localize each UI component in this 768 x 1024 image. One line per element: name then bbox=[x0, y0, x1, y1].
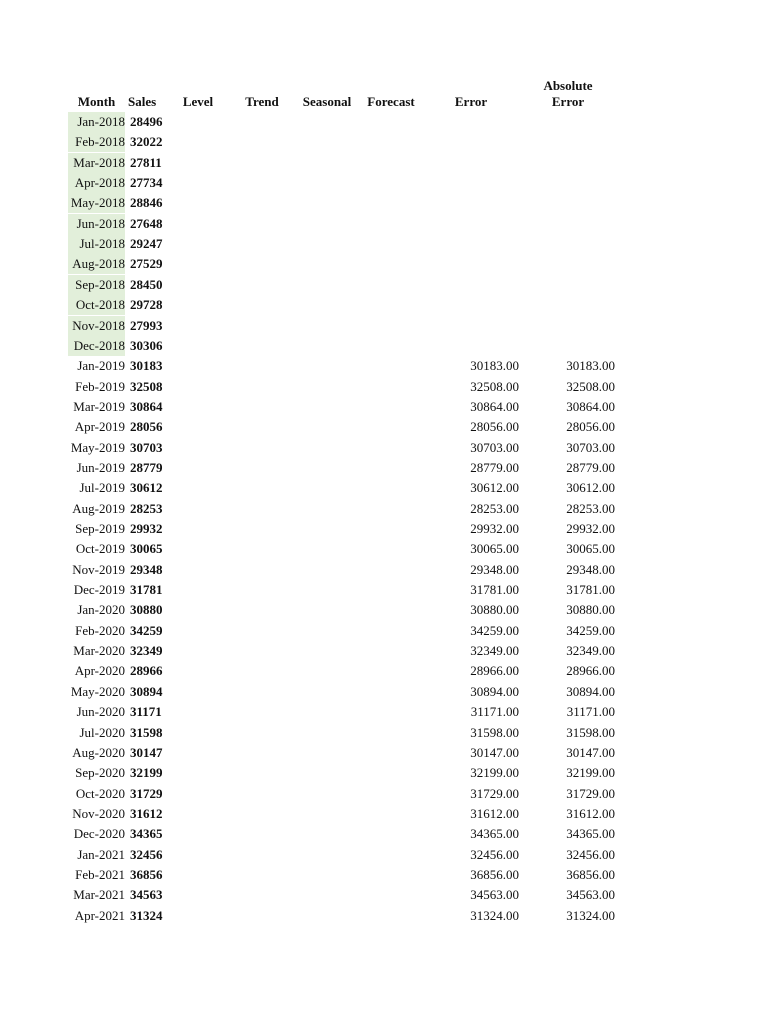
cell-absolute-error[interactable]: 34563.00 bbox=[566, 887, 615, 903]
cell-error[interactable]: 30183.00 bbox=[470, 358, 519, 374]
cell-error[interactable]: 31324.00 bbox=[470, 907, 519, 923]
cell-month[interactable]: Jun-2019 bbox=[76, 459, 125, 475]
cell-sales[interactable]: 32508 bbox=[130, 378, 163, 394]
table-row bbox=[0, 723, 768, 743]
cell-sales[interactable]: 29932 bbox=[130, 521, 163, 536]
table-row bbox=[0, 621, 768, 641]
cell-error[interactable] bbox=[440, 234, 519, 254]
cell-sales[interactable]: 29247 bbox=[130, 236, 163, 252]
cell-sales[interactable]: 32022 bbox=[130, 134, 163, 150]
cell-error[interactable]: 28966.00 bbox=[470, 663, 519, 679]
header-forecast[interactable]: Forecast bbox=[367, 94, 415, 109]
cell-month[interactable]: Sep-2020 bbox=[75, 765, 125, 781]
cell-month[interactable]: Oct-2020 bbox=[75, 785, 125, 801]
table-row bbox=[0, 560, 768, 580]
cell-absolute-error[interactable] bbox=[535, 193, 615, 213]
table-row bbox=[0, 885, 768, 905]
cell-month[interactable]: Aug-2020 bbox=[72, 744, 125, 760]
table-row bbox=[0, 316, 768, 336]
cell-month[interactable]: Jan-2018 bbox=[68, 112, 125, 132]
table-row bbox=[0, 254, 768, 274]
cell-error[interactable]: 32199.00 bbox=[470, 765, 519, 781]
cell-sales[interactable]: 31324 bbox=[130, 907, 163, 923]
cell-absolute-error[interactable]: 34365.00 bbox=[566, 826, 615, 842]
cell-absolute-error[interactable]: 30894.00 bbox=[566, 683, 615, 699]
cell-absolute-error[interactable] bbox=[535, 173, 615, 193]
cell-absolute-error[interactable]: 32199.00 bbox=[566, 765, 615, 781]
cell-absolute-error[interactable]: 28253.00 bbox=[566, 500, 615, 516]
cell-sales[interactable]: 29348 bbox=[130, 561, 163, 577]
cell-absolute-error[interactable]: 30703.00 bbox=[566, 439, 615, 455]
cell-sales[interactable]: 27993 bbox=[130, 317, 163, 333]
cell-error[interactable] bbox=[440, 173, 519, 193]
table-row bbox=[0, 214, 768, 234]
cell-absolute-error[interactable]: 30880.00 bbox=[566, 602, 615, 618]
cell-month[interactable]: Nov-2018 bbox=[68, 316, 125, 336]
cell-month[interactable]: Dec-2018 bbox=[68, 336, 125, 356]
cell-sales[interactable]: 29728 bbox=[130, 297, 163, 313]
cell-absolute-error[interactable] bbox=[535, 214, 615, 234]
table-row bbox=[0, 417, 768, 437]
cell-sales[interactable]: 31781 bbox=[130, 582, 163, 598]
table-row bbox=[0, 193, 768, 213]
cell-absolute-error[interactable]: 31598.00 bbox=[566, 724, 615, 740]
cell-month[interactable]: May-2018 bbox=[68, 193, 125, 213]
cell-absolute-error[interactable]: 30065.00 bbox=[566, 541, 615, 557]
cell-sales[interactable]: 30065 bbox=[130, 541, 163, 557]
cell-error[interactable]: 31171.00 bbox=[470, 704, 519, 720]
table-row bbox=[0, 519, 768, 539]
cell-absolute-error[interactable]: 28779.00 bbox=[566, 459, 615, 475]
cell-sales[interactable]: 28056 bbox=[130, 419, 163, 435]
cell-sales[interactable]: 34365 bbox=[130, 826, 163, 842]
cell-error[interactable]: 30065.00 bbox=[470, 541, 519, 557]
header-sales[interactable]: Sales bbox=[128, 94, 157, 109]
cell-error[interactable] bbox=[440, 316, 519, 336]
table-row bbox=[0, 824, 768, 844]
cell-error[interactable] bbox=[440, 193, 519, 213]
cell-month[interactable]: Feb-2018 bbox=[68, 132, 125, 152]
header-trend[interactable]: Trend bbox=[245, 94, 279, 109]
cell-error[interactable]: 28779.00 bbox=[470, 459, 519, 475]
header-absolute-error-line2: Error bbox=[551, 94, 585, 109]
cell-sales[interactable]: 30894 bbox=[130, 683, 163, 699]
cell-month[interactable]: Mar-2018 bbox=[68, 153, 125, 173]
cell-month[interactable]: Sep-2018 bbox=[68, 275, 125, 295]
table-row bbox=[0, 580, 768, 600]
cell-month[interactable]: Aug-2018 bbox=[68, 254, 125, 274]
cell-month[interactable]: Oct-2018 bbox=[68, 295, 125, 315]
cell-error[interactable]: 30612.00 bbox=[470, 480, 519, 496]
table-row bbox=[0, 295, 768, 315]
cell-sales[interactable]: 28846 bbox=[130, 195, 163, 211]
cell-error[interactable]: 30147.00 bbox=[470, 744, 519, 760]
cell-month[interactable]: Nov-2019 bbox=[72, 561, 125, 577]
cell-month[interactable]: Nov-2020 bbox=[72, 805, 125, 821]
cell-month[interactable]: Jul-2018 bbox=[68, 234, 125, 254]
cell-month[interactable]: Jun-2018 bbox=[68, 214, 125, 234]
cell-error[interactable]: 31729.00 bbox=[470, 785, 519, 801]
cell-error[interactable]: 34259.00 bbox=[470, 622, 519, 638]
cell-month[interactable]: Mar-2020 bbox=[73, 643, 125, 659]
cell-error[interactable]: 30894.00 bbox=[470, 683, 519, 699]
cell-sales[interactable]: 30183 bbox=[130, 358, 163, 374]
cell-absolute-error[interactable] bbox=[535, 275, 615, 295]
cell-sales[interactable]: 28966 bbox=[130, 663, 163, 679]
cell-month[interactable]: Mar-2019 bbox=[73, 398, 125, 414]
table-row bbox=[0, 499, 768, 519]
cell-month[interactable]: Apr-2021 bbox=[74, 907, 125, 923]
table-row bbox=[0, 600, 768, 620]
cell-absolute-error[interactable]: 36856.00 bbox=[566, 866, 615, 882]
cell-sales[interactable]: 32349 bbox=[130, 643, 163, 659]
cell-absolute-error[interactable]: 32456.00 bbox=[566, 846, 615, 862]
table-row bbox=[0, 438, 768, 458]
table-row bbox=[0, 336, 768, 356]
cell-error[interactable]: 28253.00 bbox=[470, 500, 519, 516]
cell-sales[interactable]: 30612 bbox=[130, 480, 163, 496]
table-row bbox=[0, 458, 768, 478]
table-row bbox=[0, 702, 768, 722]
cell-absolute-error[interactable] bbox=[535, 254, 615, 274]
table-row bbox=[0, 743, 768, 763]
cell-sales[interactable]: 30306 bbox=[130, 337, 163, 353]
cell-sales[interactable]: 28253 bbox=[130, 500, 163, 516]
cell-sales[interactable]: 34563 bbox=[130, 887, 163, 903]
cell-absolute-error[interactable]: 31324.00 bbox=[566, 907, 615, 923]
cell-month[interactable]: May-2019 bbox=[70, 439, 125, 455]
table-row bbox=[0, 865, 768, 885]
cell-month[interactable]: Dec-2019 bbox=[73, 582, 125, 598]
cell-month[interactable]: Apr-2020 bbox=[74, 663, 125, 679]
table-row bbox=[0, 132, 768, 152]
cell-error[interactable] bbox=[440, 275, 519, 295]
cell-error[interactable]: 32508.00 bbox=[470, 378, 519, 394]
cell-absolute-error[interactable]: 34259.00 bbox=[566, 622, 615, 638]
table-row bbox=[0, 356, 768, 376]
cell-sales[interactable]: 28779 bbox=[130, 459, 163, 475]
cell-error[interactable]: 30880.00 bbox=[470, 602, 519, 618]
cell-sales[interactable]: 27734 bbox=[130, 175, 163, 191]
table-row bbox=[0, 112, 768, 132]
cell-absolute-error[interactable]: 28966.00 bbox=[566, 663, 615, 679]
cell-error[interactable] bbox=[440, 112, 519, 132]
cell-month[interactable]: Apr-2019 bbox=[74, 419, 125, 435]
cell-absolute-error[interactable] bbox=[535, 112, 615, 132]
cell-absolute-error[interactable]: 31612.00 bbox=[566, 805, 615, 821]
header-level[interactable]: Level bbox=[182, 94, 214, 109]
cell-sales[interactable]: 34259 bbox=[130, 622, 163, 638]
cell-month[interactable]: Feb-2019 bbox=[75, 378, 125, 394]
cell-absolute-error[interactable]: 30864.00 bbox=[566, 398, 615, 414]
cell-sales[interactable]: 27529 bbox=[130, 256, 163, 272]
cell-error[interactable]: 31598.00 bbox=[470, 724, 519, 740]
cell-absolute-error[interactable] bbox=[535, 316, 615, 336]
cell-absolute-error[interactable] bbox=[535, 336, 615, 356]
header-seasonal[interactable]: Seasonal bbox=[302, 94, 352, 109]
cell-sales[interactable]: 31612 bbox=[130, 805, 163, 821]
cell-month[interactable]: Mar-2021 bbox=[73, 887, 125, 903]
cell-month[interactable]: Aug-2019 bbox=[72, 500, 125, 516]
header-absolute-error-line1: Absolute bbox=[543, 78, 593, 93]
table-row bbox=[0, 845, 768, 865]
table-row bbox=[0, 804, 768, 824]
cell-error[interactable] bbox=[440, 295, 519, 315]
cell-month[interactable]: Jun-2020 bbox=[76, 704, 125, 720]
cell-error[interactable]: 28056.00 bbox=[470, 419, 519, 435]
cell-absolute-error[interactable]: 28056.00 bbox=[566, 419, 615, 435]
cell-absolute-error[interactable] bbox=[535, 153, 615, 173]
cell-absolute-error[interactable]: 30612.00 bbox=[566, 480, 615, 496]
table-row bbox=[0, 478, 768, 498]
header-absolute-error[interactable] bbox=[530, 78, 606, 110]
cell-sales[interactable]: 30703 bbox=[130, 439, 163, 455]
cell-absolute-error[interactable]: 30147.00 bbox=[566, 744, 615, 760]
cell-sales[interactable]: 28496 bbox=[130, 114, 163, 129]
cell-error[interactable] bbox=[440, 336, 519, 356]
cell-absolute-error[interactable]: 31781.00 bbox=[566, 582, 615, 598]
cell-sales[interactable]: 27648 bbox=[130, 215, 163, 231]
cell-sales[interactable]: 27811 bbox=[130, 154, 162, 170]
cell-sales[interactable]: 28450 bbox=[130, 276, 163, 292]
table-row bbox=[0, 173, 768, 193]
table-row bbox=[0, 641, 768, 661]
cell-error[interactable] bbox=[440, 132, 519, 152]
table-row bbox=[0, 153, 768, 173]
cell-absolute-error[interactable]: 30183.00 bbox=[566, 358, 615, 374]
cell-month[interactable]: Jul-2019 bbox=[79, 480, 125, 496]
cell-error[interactable] bbox=[440, 214, 519, 234]
cell-sales[interactable]: 32199 bbox=[130, 765, 163, 781]
cell-error[interactable]: 34365.00 bbox=[470, 826, 519, 842]
cell-month[interactable]: May-2020 bbox=[70, 683, 125, 699]
cell-month[interactable]: Jan-2019 bbox=[77, 358, 125, 374]
table-row bbox=[0, 763, 768, 783]
cell-month[interactable]: Dec-2020 bbox=[73, 826, 125, 842]
table-row bbox=[0, 397, 768, 417]
cell-absolute-error[interactable]: 31729.00 bbox=[566, 785, 615, 801]
cell-absolute-error[interactable] bbox=[535, 234, 615, 254]
cell-error[interactable]: 32349.00 bbox=[470, 643, 519, 659]
cell-sales[interactable]: 30880 bbox=[130, 602, 163, 618]
table-row bbox=[0, 906, 768, 926]
table-row bbox=[0, 784, 768, 804]
header-month[interactable]: Month bbox=[77, 94, 116, 109]
cell-absolute-error[interactable]: 29932.00 bbox=[566, 521, 615, 536]
table-row bbox=[0, 682, 768, 702]
cell-error[interactable]: 30864.00 bbox=[470, 398, 519, 414]
cell-error[interactable]: 29932.00 bbox=[470, 521, 519, 536]
cell-month[interactable]: Apr-2018 bbox=[68, 173, 125, 193]
cell-absolute-error[interactable]: 32349.00 bbox=[566, 643, 615, 659]
cell-absolute-error[interactable] bbox=[535, 295, 615, 315]
cell-error[interactable]: 36856.00 bbox=[470, 866, 519, 882]
table-row bbox=[0, 377, 768, 397]
cell-error[interactable]: 30703.00 bbox=[470, 439, 519, 455]
cell-absolute-error[interactable]: 31171.00 bbox=[566, 704, 615, 720]
cell-sales[interactable]: 31729 bbox=[130, 785, 163, 801]
table-row bbox=[0, 234, 768, 254]
cell-error[interactable]: 29348.00 bbox=[470, 561, 519, 577]
cell-sales[interactable]: 30147 bbox=[130, 744, 163, 760]
table-row bbox=[0, 539, 768, 559]
cell-month[interactable]: Jan-2021 bbox=[77, 846, 125, 862]
cell-month[interactable]: Jul-2020 bbox=[79, 724, 125, 740]
cell-sales[interactable]: 30864 bbox=[130, 398, 163, 414]
cell-absolute-error[interactable]: 32508.00 bbox=[566, 378, 615, 394]
cell-error[interactable]: 31612.00 bbox=[470, 805, 519, 821]
cell-sales[interactable]: 31598 bbox=[130, 724, 163, 740]
cell-month[interactable]: Feb-2021 bbox=[75, 866, 125, 882]
cell-error[interactable] bbox=[440, 254, 519, 274]
cell-month[interactable]: Oct-2019 bbox=[75, 541, 125, 557]
cell-error[interactable]: 34563.00 bbox=[470, 887, 519, 903]
table-row bbox=[0, 275, 768, 295]
cell-error[interactable]: 32456.00 bbox=[470, 846, 519, 862]
cell-month[interactable]: Feb-2020 bbox=[75, 622, 125, 638]
cell-absolute-error[interactable] bbox=[535, 132, 615, 152]
table-row bbox=[0, 661, 768, 681]
cell-error[interactable] bbox=[440, 153, 519, 173]
cell-sales[interactable]: 31171 bbox=[130, 704, 162, 720]
cell-month[interactable]: Sep-2019 bbox=[75, 521, 125, 536]
header-error[interactable]: Error bbox=[454, 94, 488, 109]
cell-absolute-error[interactable]: 29348.00 bbox=[566, 561, 615, 577]
cell-sales[interactable]: 36856 bbox=[130, 866, 163, 882]
cell-error[interactable]: 31781.00 bbox=[470, 582, 519, 598]
cell-month[interactable]: Jan-2020 bbox=[77, 602, 125, 618]
cell-sales[interactable]: 32456 bbox=[130, 846, 163, 862]
